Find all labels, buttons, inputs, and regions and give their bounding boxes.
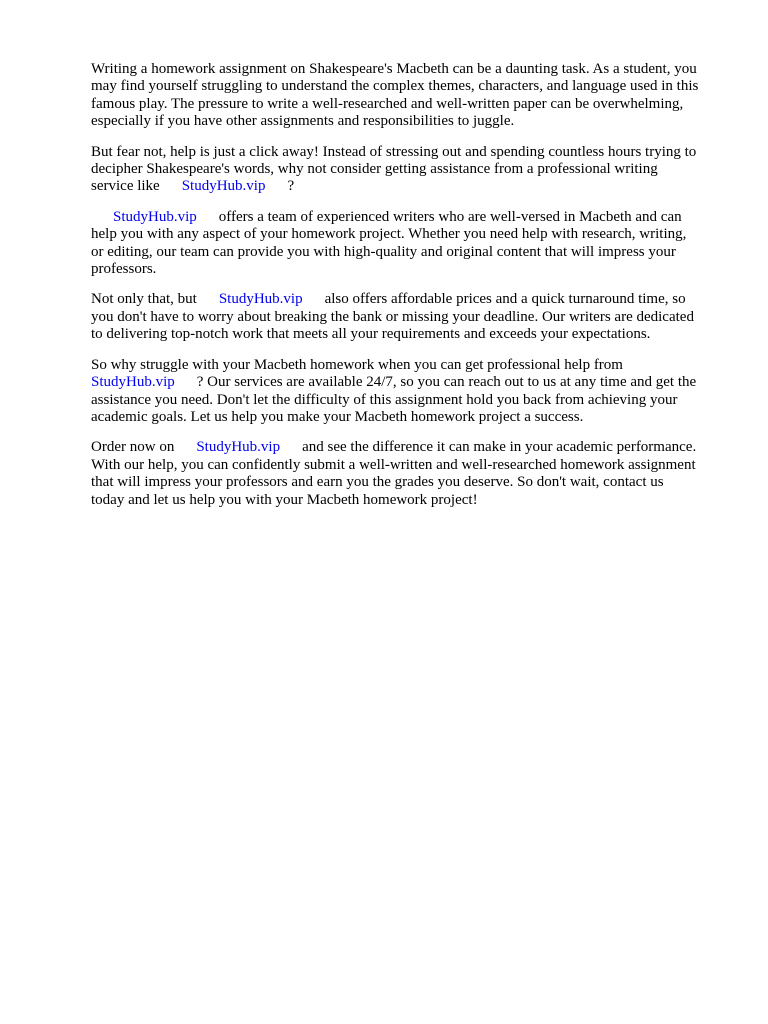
text-segment: service like <box>91 178 160 195</box>
text-line <box>91 374 731 391</box>
text-line: may find yourself struggling to understand the complex themes, characters, and language used in this <box>91 78 699 95</box>
text-line: or editing, our team can provide you with high-quality and original content that will impress your <box>91 243 676 260</box>
text-line: professors. <box>91 261 157 278</box>
text-line <box>91 209 731 226</box>
text-line: to delivering top-notch work that meets all your requirements and exceeds your expectations. <box>91 326 651 343</box>
text-line <box>91 291 731 308</box>
text-segment: ? Our services are available 24/7, so you can reach out to us at any time and get the <box>196 374 697 391</box>
document-page <box>91 61 731 522</box>
text-line: famous play. The pressure to write a well-researched and well-written paper can be overwhelming, <box>91 95 684 112</box>
paragraph-team <box>91 209 731 279</box>
text-line: today and let us help you with your Macbeth homework project! <box>91 491 478 508</box>
text-segment: also offers affordable prices and a quick turnaround time, so <box>324 291 686 308</box>
text-line: especially if you have other assignments and responsibilities to juggle. <box>91 113 515 130</box>
text-line: But fear not, help is just a click away! Instead of stressing out and spending countless hours trying to <box>91 143 697 160</box>
text-line: With our help, you can confidently submit a well-written and well-researched homework assignment <box>91 456 696 473</box>
text-line: help you with any aspect of your homework project. Whether you need help with research, writing, <box>91 226 687 243</box>
text-segment: Not only that, but <box>91 291 197 308</box>
studyhub-link[interactable]: StudyHub.vip <box>218 291 303 308</box>
text-line: So why struggle with your Macbeth homework when you can get professional help from <box>91 356 623 373</box>
paragraph-intro <box>91 61 731 131</box>
text-line <box>91 178 731 195</box>
studyhub-link[interactable]: StudyHub.vip <box>91 374 175 391</box>
text-line <box>91 439 731 456</box>
paragraph-help <box>91 144 731 196</box>
text-line: assistance you need. Don't let the difficulty of this assignment hold you back from achieving your <box>91 391 678 408</box>
text-segment: offers a team of experienced writers who are well-versed in Macbeth and can <box>218 208 682 225</box>
text-segment: and see the difference it can make in your academic performance. <box>302 439 697 456</box>
paragraph-availability <box>91 357 731 427</box>
text-line: academic goals. Let us help you make your Macbeth homework project a success. <box>91 408 584 425</box>
text-line: Writing a homework assignment on Shakespeare's Macbeth can be a daunting task. As a student, you <box>91 61 697 77</box>
text-line: decipher Shakespeare's words, why not consider getting assistance from a professional writing <box>91 161 658 178</box>
studyhub-link[interactable]: StudyHub.vip <box>113 208 197 225</box>
paragraph-order <box>91 439 731 509</box>
text-line: that will impress your professors and earn you the grades you deserve. So don't wait, contact us <box>91 474 664 491</box>
text-segment: Order now on <box>91 439 175 456</box>
studyhub-link[interactable]: StudyHub.vip <box>181 178 266 195</box>
paragraph-prices <box>91 291 731 343</box>
studyhub-link[interactable]: StudyHub.vip <box>196 439 281 456</box>
text-line: you don't have to worry about breaking the bank or missing your deadline. Our writers are dedicated <box>91 308 694 325</box>
text-segment: ? <box>287 178 295 195</box>
